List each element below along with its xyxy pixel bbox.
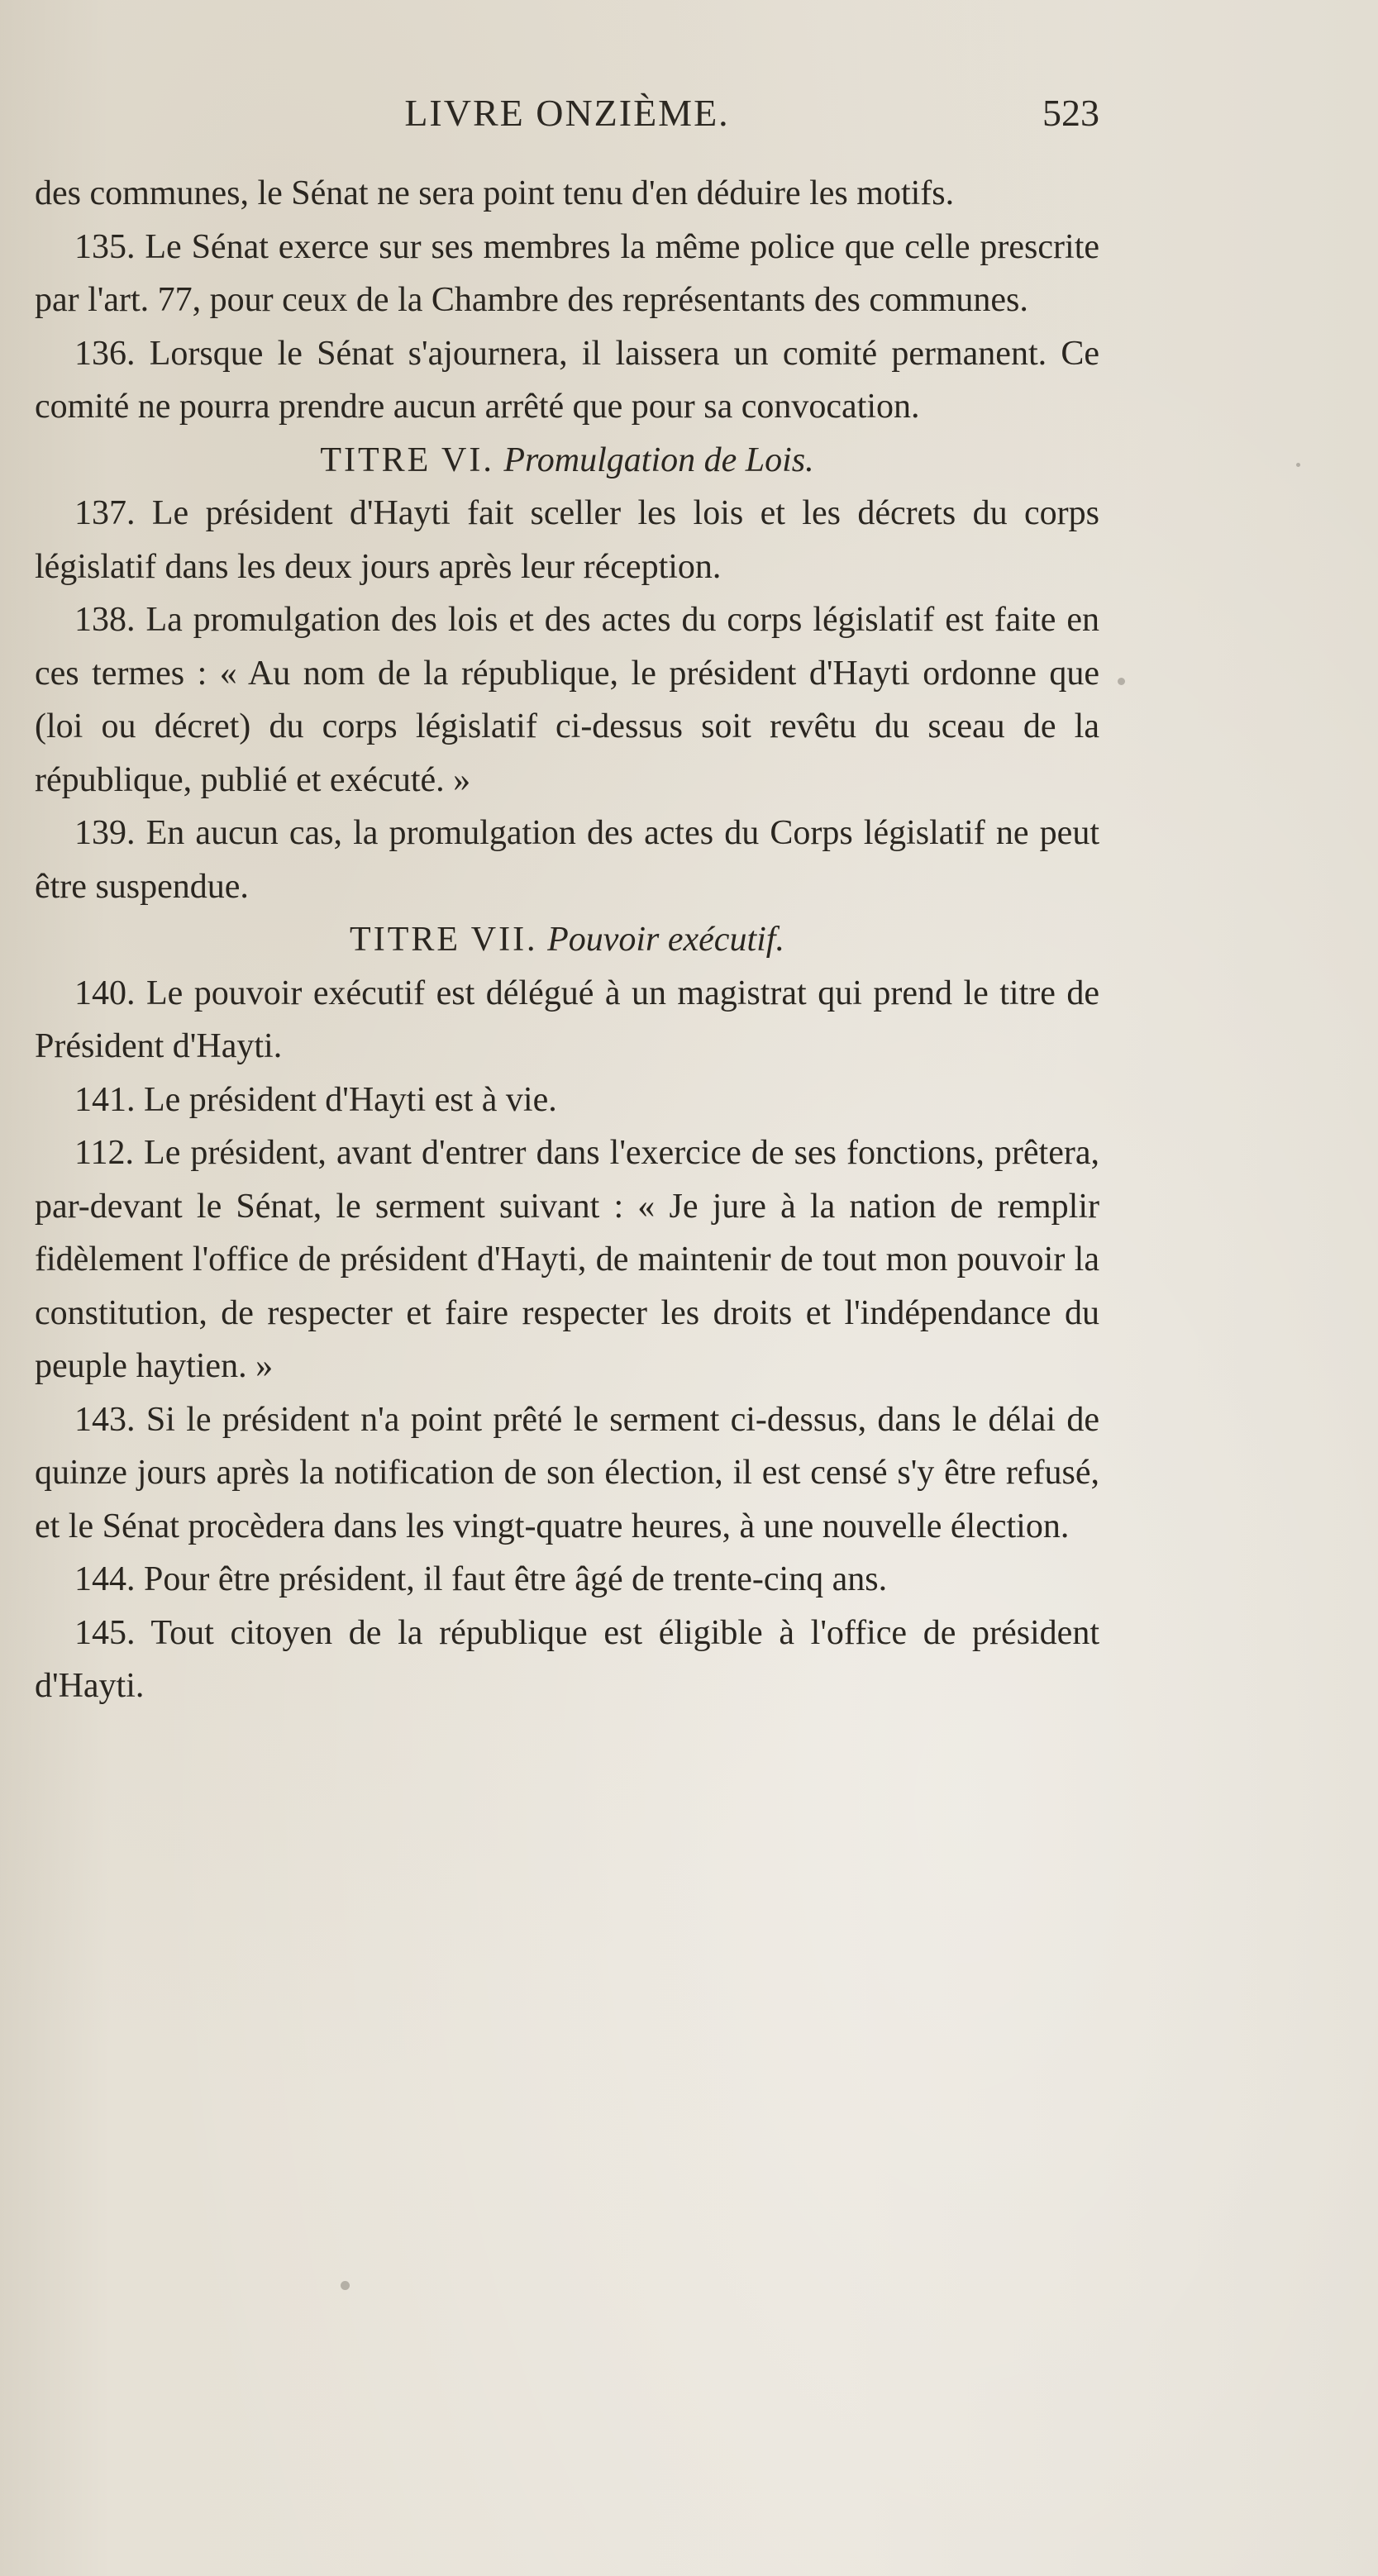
page-number: 523 xyxy=(1042,92,1099,134)
paper-speck xyxy=(341,2281,350,2290)
article-136 xyxy=(35,327,1099,434)
article-number: 139. xyxy=(74,814,136,852)
article-144 xyxy=(35,1553,1099,1607)
paragraph-text: des communes, le Sénat ne sera point tenu d'en déduire les motifs. xyxy=(35,174,955,212)
article-text: Tout citoyen de la république est éligible à l'office de président d'Hayti. xyxy=(35,1613,1099,1705)
article-number: 143. xyxy=(74,1400,136,1439)
article-text: Le président d'Hayti est à vie. xyxy=(144,1080,557,1119)
article-138 xyxy=(35,593,1099,807)
paper-speck xyxy=(1296,463,1300,467)
article-text: Le pouvoir exécutif est délégué à un magistrat qui prend le titre de Président d'Hayti. xyxy=(35,974,1100,1065)
page-text xyxy=(35,91,1099,1713)
article-text: Le président d'Hayti fait sceller les lois et les décrets du corps législatif dans les deux jours après leur réception. xyxy=(35,494,1100,586)
paragraph-continuation xyxy=(35,167,1099,221)
article-number: 140. xyxy=(74,974,136,1012)
article-number: 145. xyxy=(74,1613,136,1652)
paper-speck xyxy=(1118,678,1125,685)
section-heading-titre-vii xyxy=(35,913,1099,967)
article-number: 144. xyxy=(74,1560,136,1598)
section-name: Promulgation de Lois. xyxy=(503,440,814,479)
article-text: Lorsque le Sénat s'ajournera, il laissera un comité permanent. Ce comité ne pourra prendre aucun arrêté que pour sa convocation. xyxy=(35,334,1099,426)
article-145 xyxy=(35,1607,1099,1713)
running-head xyxy=(35,91,1099,155)
article-number: 112. xyxy=(74,1134,134,1172)
article-number: 138. xyxy=(74,601,136,639)
article-142 xyxy=(35,1126,1099,1393)
section-heading-titre-vi xyxy=(35,434,1099,488)
article-number: 137. xyxy=(74,494,136,532)
article-text: Le président, avant d'entrer dans l'exercice de ses fonctions, prêtera, par-devant le Sénat, le serment suivant : « Je jure à la nation de remplir fidèlement l'office de président d'Hayti, de maintenir de tout mon pouvoir la constitution, de respecter et faire respecter les droits et l'indépendance du peuple haytien. » xyxy=(35,1134,1099,1385)
section-label: TITRE VII. xyxy=(350,921,538,959)
article-text: La promulgation des lois et des actes du corps législatif est faite en ces termes : « Au nom de la république, le président d'Hayti ordonne que (loi ou décret) du corps législatif ci-dessus soit revêtu du sceau de la république, publié et exécuté. » xyxy=(35,601,1099,799)
article-number: 141. xyxy=(74,1080,136,1119)
article-number: 136. xyxy=(74,334,136,373)
article-text: Pour être président, il faut être âgé de trente-cinq ans. xyxy=(144,1560,888,1598)
article-139 xyxy=(35,807,1099,913)
article-number: 135. xyxy=(74,227,136,266)
article-text: En aucun cas, la promulgation des actes du Corps législatif ne peut être suspendue. xyxy=(35,814,1099,906)
article-137 xyxy=(35,487,1099,593)
article-141 xyxy=(35,1074,1099,1127)
section-label: TITRE VI. xyxy=(320,440,494,479)
article-text: Le Sénat exerce sur ses membres la même police que celle prescrite par l'art. 77, pour ceux de la Chambre des représentants des communes. xyxy=(35,227,1099,319)
article-text: Si le président n'a point prêté le serment ci-dessus, dans le délai de quinze jours après la notification de son élection, il est censé s'y être refusé, et le Sénat procèdera dans les vingt-quatre heures, à une nouvelle élection. xyxy=(35,1400,1099,1545)
article-140 xyxy=(35,967,1099,1074)
running-title: LIVRE ONZIÈME. xyxy=(404,92,730,134)
article-135 xyxy=(35,221,1099,327)
section-name: Pouvoir exécutif. xyxy=(547,921,784,959)
article-143 xyxy=(35,1393,1099,1554)
